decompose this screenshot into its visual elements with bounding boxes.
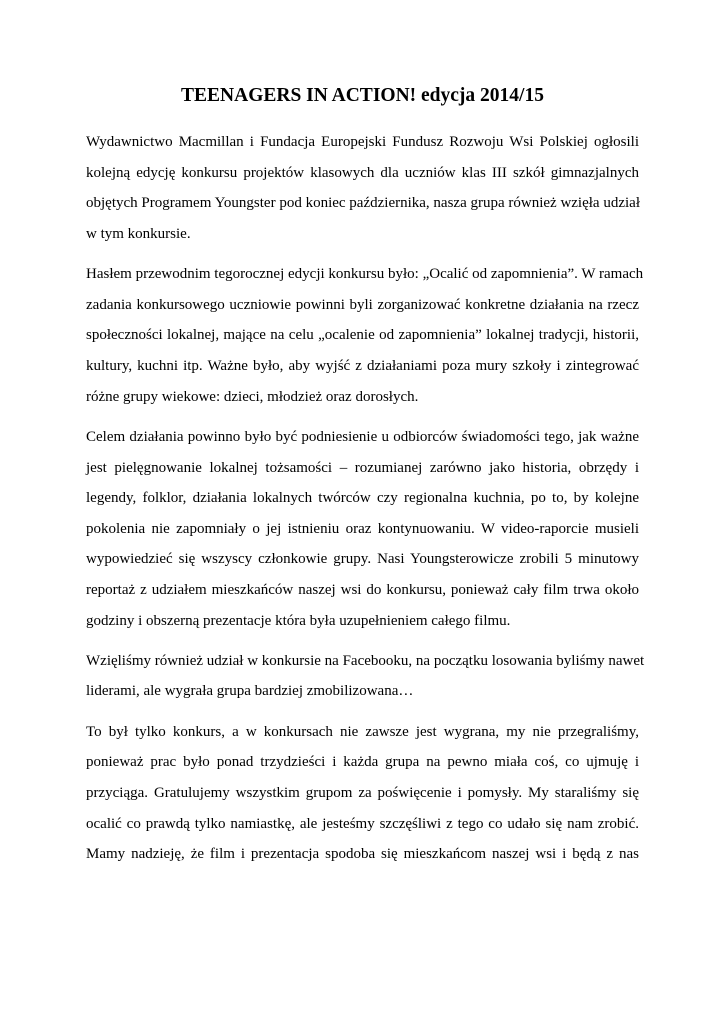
paragraph-line: zadania konkursowego uczniowie powinni byli zorganizować konkretne działania na rzecz — [86, 296, 639, 313]
paragraph-line: liderami, ale wygrała grupa bardziej zmobilizowana… — [86, 683, 414, 700]
paragraph-line: pokolenia nie zapomniały o jej istnieniu oraz kontynuowaniu. W video-raporcie musieli — [86, 520, 639, 537]
paragraph-line: Celem działania powinno było być podniesienie u odbiorców świadomości tego, jak ważne — [86, 428, 639, 445]
paragraph-2 — [86, 259, 644, 412]
paragraph-line: kolejną edycję konkursu projektów klasowych dla uczniów klas III szkół gimnazjalnych — [86, 164, 639, 181]
paragraph-4 — [86, 646, 645, 707]
paragraph-line: przyciąga. Gratulujemy wszystkim grupom za poświęcenie i pomysły. My staraliśmy się — [86, 785, 639, 802]
paragraph-line: reportaż z udziałem mieszkańców naszej wsi do konkursu, ponieważ cały film trwa około — [86, 581, 639, 598]
paragraph-line: To był tylko konkurs, a w konkursach nie zawsze jest wygrana, my nie przegraliśmy, — [86, 723, 639, 740]
paragraph-line: społeczności lokalnej, mające na celu „ocalenie od zapomnienia” lokalnej tradycji, historii, — [86, 327, 639, 344]
paragraph-line: wypowiedzieć się wszyscy członkowie grupy. Nasi Youngsterowicze zrobili 5 minutowy — [86, 551, 639, 568]
paragraph-line: godziny i obszerną prezentacje która była uzupełnieniem całego filmu. — [86, 612, 511, 629]
paragraph-line: ponieważ prac było ponad trzydzieści i każda grupa na pewno miała coś, co ujmuję i — [86, 754, 639, 771]
paragraph-3 — [86, 422, 639, 636]
document-page — [86, 82, 645, 880]
paragraph-line: ocalić co prawdą tylko namiastkę, ale jesteśmy szczęśliwi z tego co udało się nam zrobić. — [86, 815, 639, 832]
paragraph-line: Wzięliśmy również udział w konkursie na Facebooku, na początku losowania byliśmy nawet — [86, 652, 645, 669]
paragraph-line: jest pielęgnowanie lokalnej tożsamości – rozumianej zarówno jako historia, obrzędy i — [86, 459, 639, 476]
paragraph-line: legendy, folklor, działania lokalnych twórców czy regionalna kuchnia, po to, by kolejne — [86, 490, 639, 507]
paragraph-line: Mamy nadzieję, że film i prezentacja spodoba się mieszkańcom naszej wsi i będą z nas — [86, 846, 639, 863]
paragraph-line: Wydawnictwo Macmillan i Fundacja Europejski Fundusz Rozwoju Wsi Polskiej ogłosili — [86, 134, 639, 150]
paragraph-line: różne grupy wiekowe: dzieci, młodzież oraz dorosłych. — [86, 388, 419, 405]
paragraph-line: w tym konkursie. — [86, 225, 191, 242]
page-title: TEENAGERS IN ACTION! edycja 2014/15 — [181, 85, 544, 106]
paragraph-line: Hasłem przewodnim tegorocznej edycji konkursu było: „Ocalić od zapomnienia”. W ramach — [86, 266, 644, 283]
paragraph-line: objętych Programem Youngster pod koniec października, nasza grupa również wzięła udział — [86, 195, 640, 212]
paragraph-5 — [86, 717, 639, 870]
paragraph-1 — [86, 127, 639, 249]
paragraph-line: kultury, kuchni itp. Ważne było, aby wyjść z działaniami poza mury szkoły i zintegrować — [86, 357, 639, 374]
